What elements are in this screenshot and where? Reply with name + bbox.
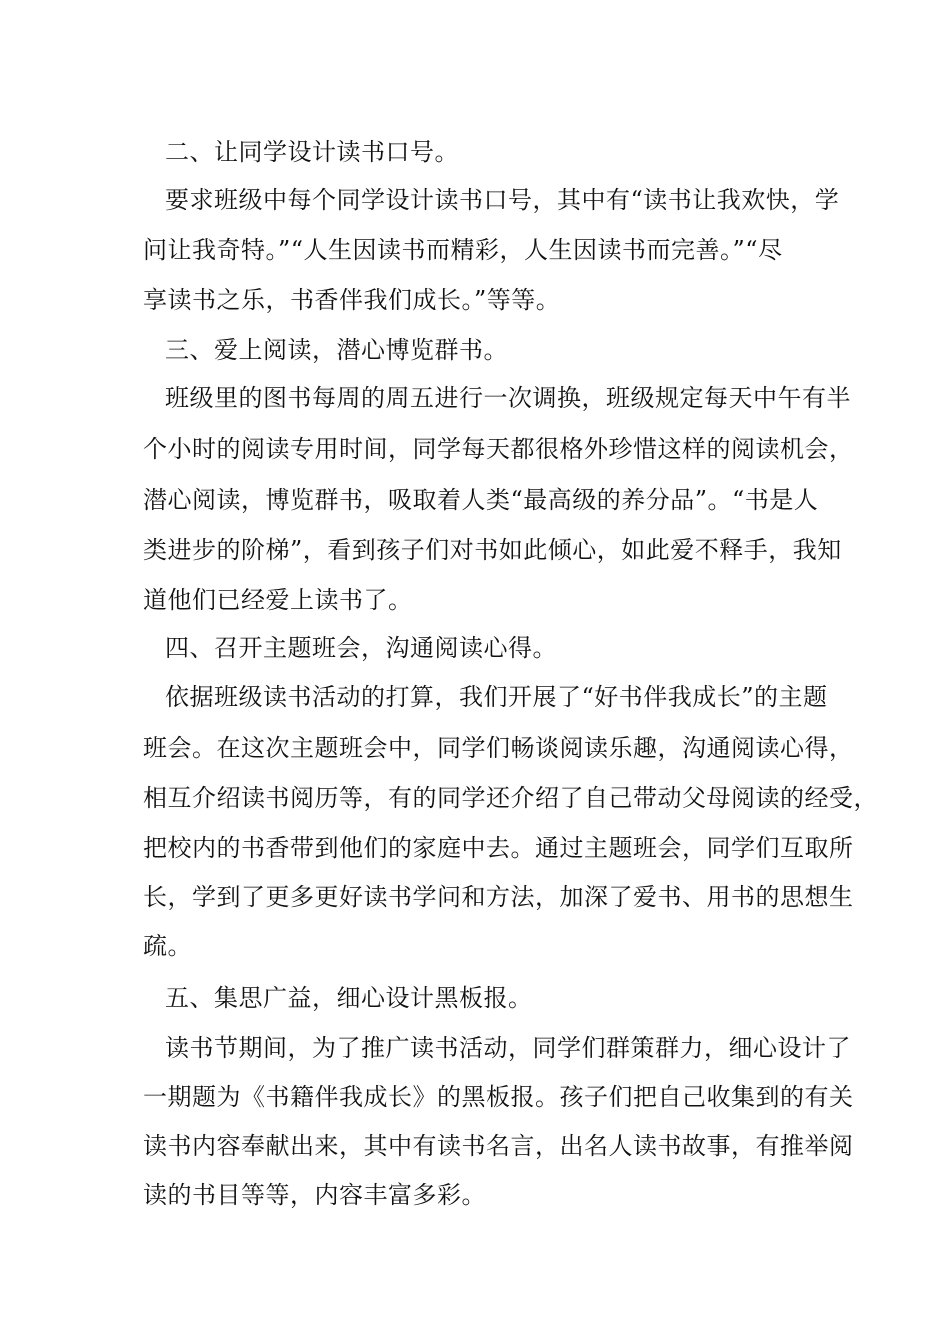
- paragraph-line: 读书内容奉献出来，其中有读书名言，出名人读书故事，有推举阅: [143, 1132, 854, 1160]
- paragraph-line: 依据班级读书活动的打算，我们开展了“好书伴我成长”的主题: [165, 683, 828, 711]
- paragraph-line: 享读书之乐，书香伴我们成长。”等等。: [143, 286, 561, 314]
- paragraph-line: 道他们已经爱上读书了。: [143, 586, 413, 614]
- paragraph-line: 一期题为《书籍伴我成长》的黑板报。孩子们把自己收集到的有关: [143, 1083, 854, 1111]
- paragraph-line: 读书节期间，为了推广读书活动，同学们群策群力，细心设计了: [165, 1034, 851, 1062]
- section-heading-2: 二、让同学设计读书口号。: [165, 138, 459, 166]
- paragraph-line: 个小时的阅读专用时间，同学每天都很格外珍惜这样的阅读机会，: [143, 435, 854, 463]
- paragraph-line: 要求班级中每个同学设计读书口号，其中有“读书让我欢快，学: [165, 186, 840, 214]
- paragraph-line: 班级里的图书每周的周五进行一次调换，班级规定每天中午有半: [165, 384, 851, 412]
- section-heading-3: 三、爱上阅读，潜心博览群书。: [165, 336, 508, 364]
- section-heading-4: 四、召开主题班会，沟通阅读心得。: [165, 634, 557, 662]
- paragraph-line: 类进步的阶梯”，看到孩子们对书如此倾心，如此爱不释手，我知: [143, 536, 842, 564]
- paragraph-line: 班会。在这次主题班会中，同学们畅谈阅读乐趣，沟通阅读心得，: [143, 734, 854, 762]
- paragraph-line: 把校内的书香带到他们的家庭中去。通过主题班会，同学们互取所: [143, 834, 854, 862]
- paragraph-line: 问让我奇特。”“人生因读书而精彩，人生因读书而完善。”“尽: [143, 236, 783, 264]
- paragraph-line: 读的书目等等，内容丰富多彩。: [143, 1181, 486, 1209]
- paragraph-line: 长，学到了更多更好读书学问和方法，加深了爱书、用书的思想生: [143, 883, 854, 911]
- paragraph-line: 疏。: [143, 932, 192, 960]
- paragraph-line: 相互介绍读书阅历等，有的同学还介绍了自己带动父母阅读的经受，: [143, 784, 878, 812]
- section-heading-5: 五、集思广益，细心设计黑板报。: [165, 984, 533, 1012]
- paragraph-line: 潜心阅读，博览群书，吸取着人类“最高级的养分品”。“书是人: [143, 486, 819, 514]
